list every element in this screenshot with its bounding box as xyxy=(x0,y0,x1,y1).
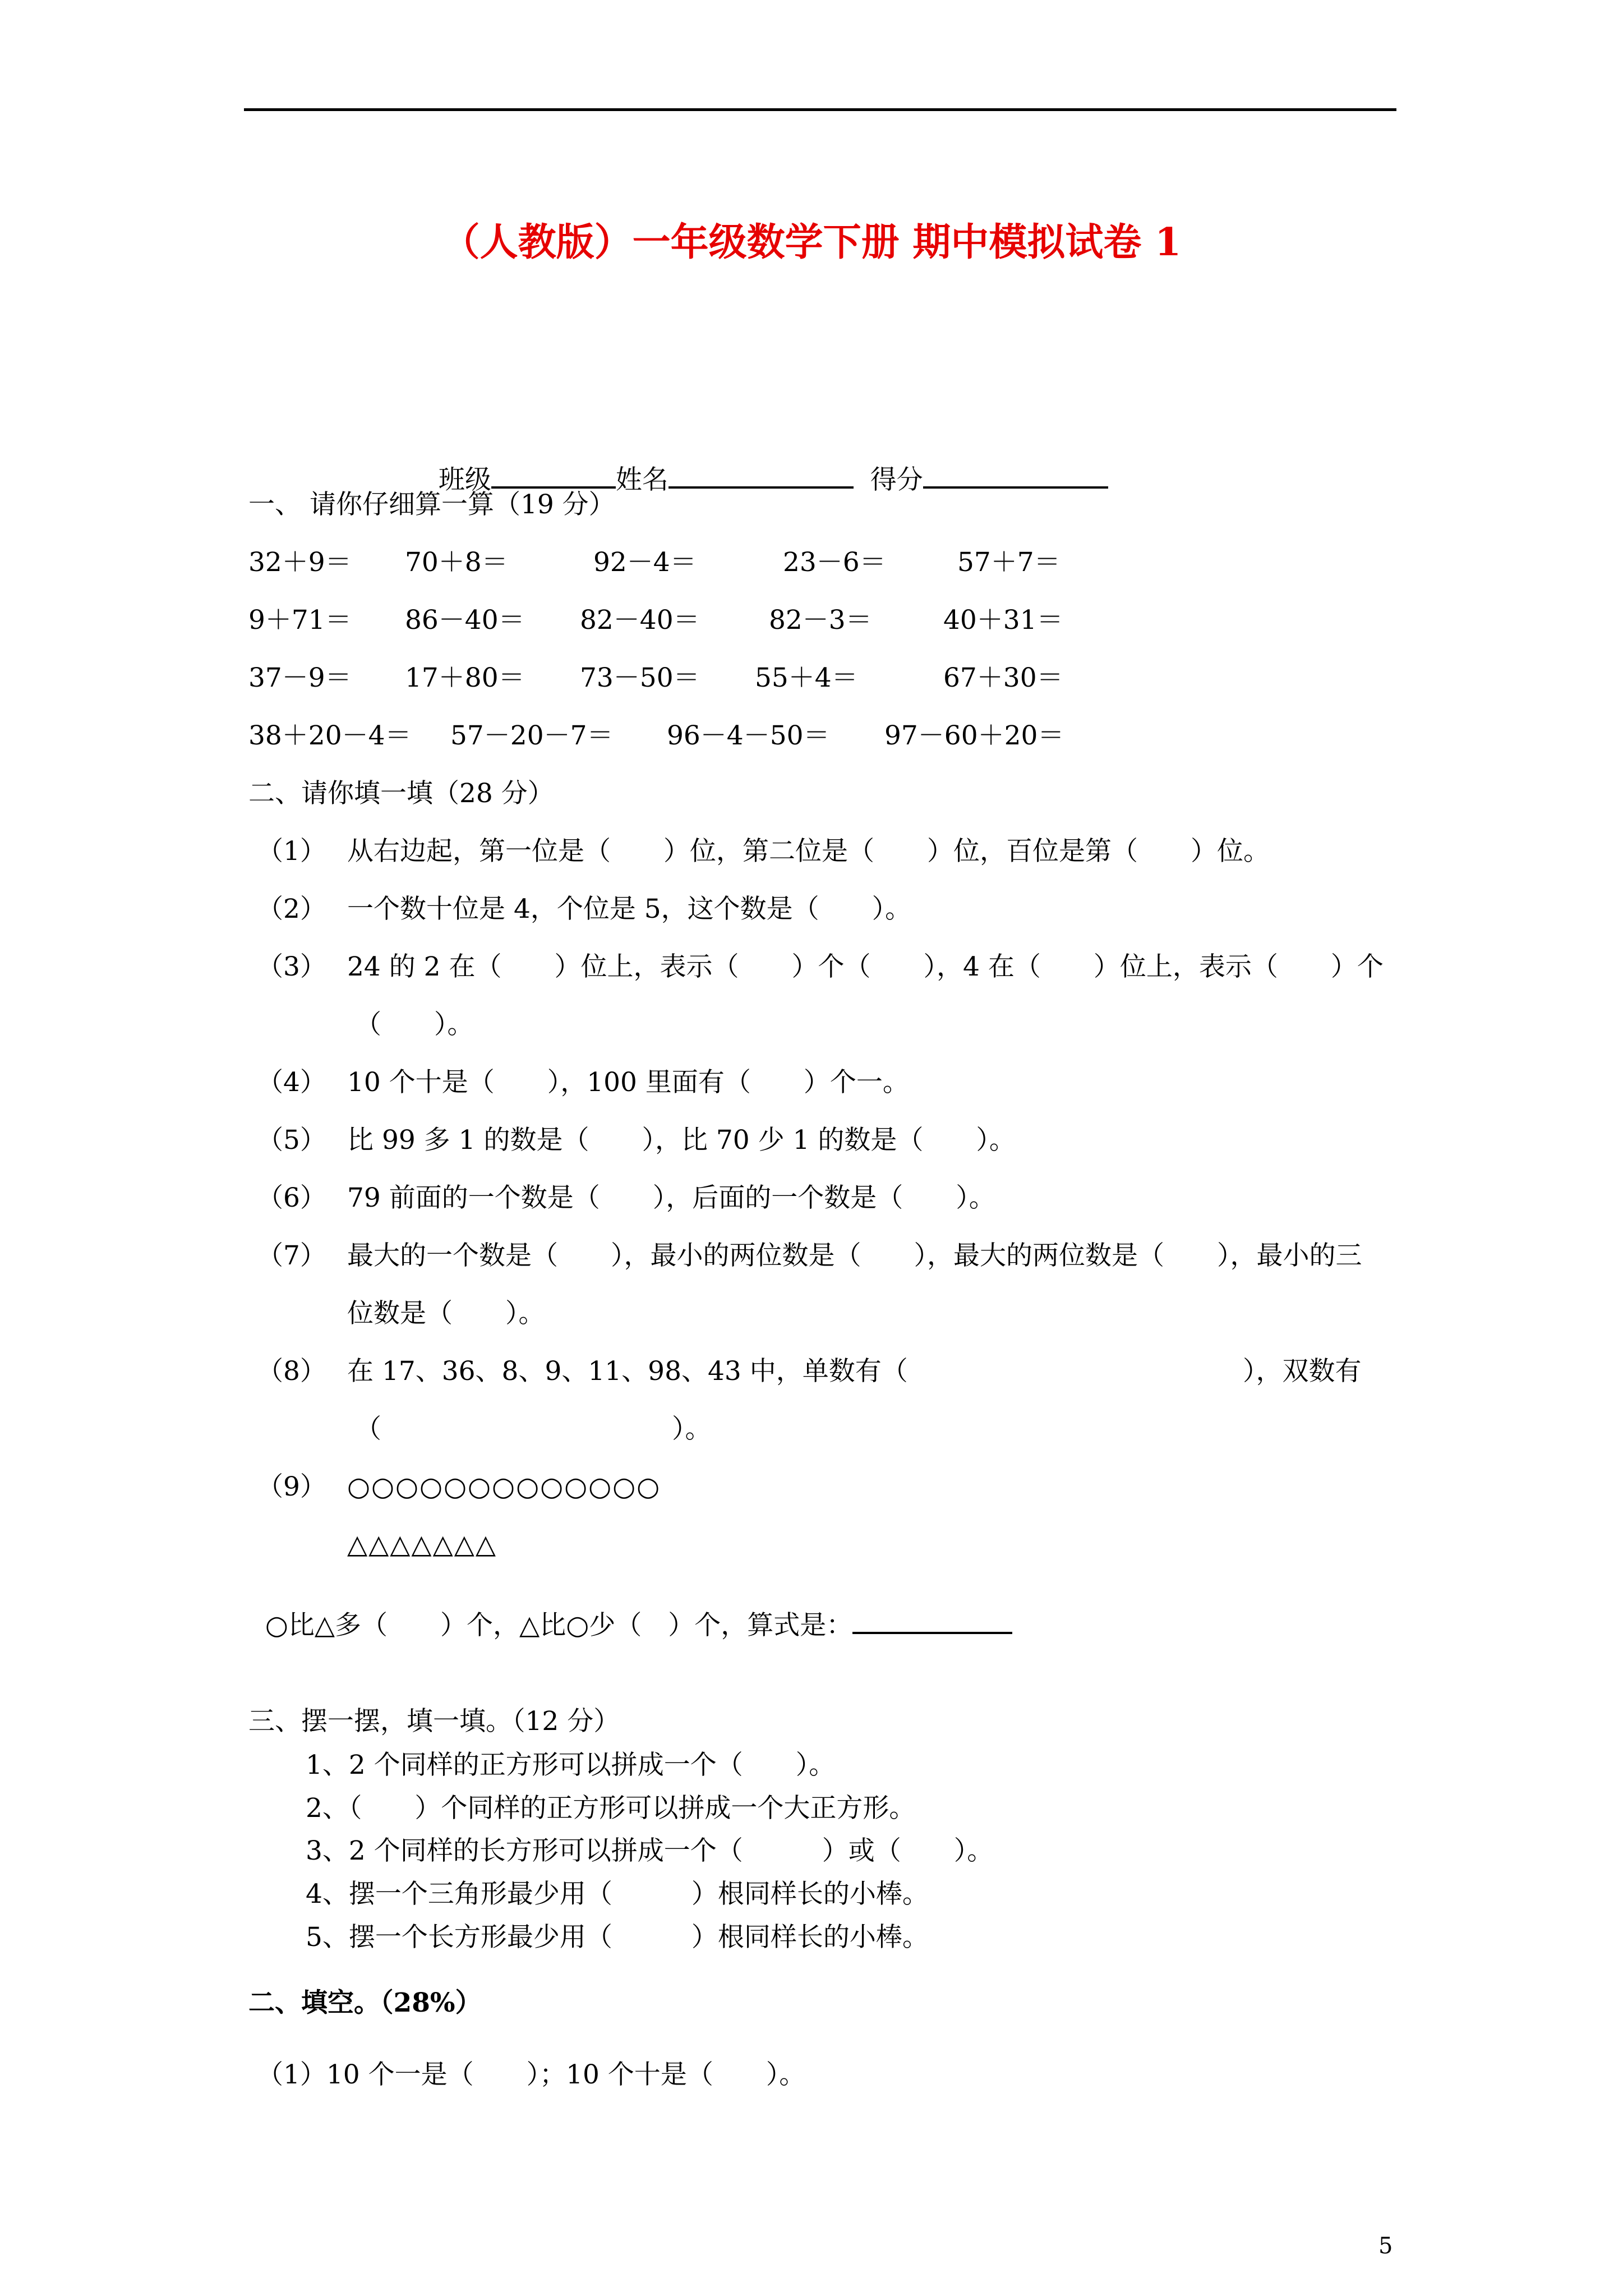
item-number: （7） xyxy=(257,1240,326,1271)
calc-item: 92－4＝ xyxy=(593,547,697,578)
calc-item: 17＋80＝ xyxy=(405,662,525,693)
class-label: 班级 xyxy=(438,464,491,495)
item-number: （6） xyxy=(257,1182,326,1213)
compare-text: ○比△多（ ）个，△比○少（ ）个，算式是： xyxy=(265,1610,853,1641)
calc-item: 55＋4＝ xyxy=(755,662,858,693)
item-number: （4） xyxy=(257,1067,326,1098)
item-number: （9） xyxy=(257,1471,326,1502)
calc-item: 23－6＝ xyxy=(783,547,886,578)
calc-item: 82－40＝ xyxy=(580,605,700,636)
calc-item: 73－50＝ xyxy=(580,662,700,693)
item-number: （3） xyxy=(257,951,326,982)
fill-question: 一个数十位是 4，个位是 5，这个数是（ ）。 xyxy=(347,894,912,924)
arrange-item: 3、2 个同样的长方形可以拼成一个（ ）或（ ）。 xyxy=(306,1835,994,1866)
circles-row: ○○○○○○○○○○○○○ xyxy=(347,1471,661,1502)
score-blank[interactable] xyxy=(923,461,1108,489)
section1-heading: 一、 请你仔细算一算（19 分） xyxy=(248,489,615,520)
calc-item: 57＋7＝ xyxy=(957,547,1061,578)
name-blank[interactable] xyxy=(668,461,854,489)
item-number: （8） xyxy=(257,1356,326,1387)
triangles-row: △△△△△△△ xyxy=(347,1529,497,1560)
section2-heading: 二、请你填一填（28 分） xyxy=(248,778,554,809)
arrange-item: 2、（ ）个同样的正方形可以拼成一个大正方形。 xyxy=(306,1793,916,1824)
item-number: （2） xyxy=(257,894,326,924)
name-label: 姓名 xyxy=(615,464,668,495)
calc-item: 70＋8＝ xyxy=(405,547,508,578)
page-number: 5 xyxy=(1378,2233,1393,2259)
fill-question: 24 的 2 在（ ）位上，表示（ ）个（ ），4 在（ ）位上，表示（ ）个 xyxy=(347,951,1384,982)
top-rule xyxy=(244,108,1396,111)
item-number: （5） xyxy=(257,1125,326,1156)
calc-item: 67＋30＝ xyxy=(943,662,1063,693)
fill-question: 最大的一个数是（ ），最小的两位数是（ ），最大的两位数是（ ），最小的三 xyxy=(347,1240,1362,1271)
page-title: （人教版）一年级数学下册 期中模拟试卷 1 xyxy=(441,220,1182,265)
fill-question: 10 个十是（ ），100 里面有（ ）个一。 xyxy=(347,1067,909,1098)
calc-item: 9＋71＝ xyxy=(248,605,352,636)
arrange-item: 1、2 个同样的正方形可以拼成一个（ ）。 xyxy=(306,1750,836,1780)
compare-line xyxy=(248,1580,1012,1639)
fill-question: 从右边起，第一位是（ ）位，第二位是（ ）位，百位是第（ ）位。 xyxy=(347,836,1270,867)
score-label: 得分 xyxy=(870,464,923,495)
calc-item: 40＋31＝ xyxy=(943,605,1063,636)
fill-question-cont-end: ）。 xyxy=(672,1414,712,1444)
fill-question-cont: （ xyxy=(355,1414,381,1444)
arrange-item: 5、摆一个长方形最少用（ ）根同样长的小棒。 xyxy=(306,1922,929,1953)
section4-heading: 二、填空。（28%） xyxy=(248,1987,482,2018)
fill-question-end: ），双数有 xyxy=(1243,1356,1362,1387)
student-info xyxy=(422,434,1108,493)
calc-item: 86－40＝ xyxy=(405,605,525,636)
formula-blank[interactable] xyxy=(852,1606,1012,1634)
calc-item: 96－4－50＝ xyxy=(667,720,830,751)
item-number: （1） xyxy=(257,836,326,867)
calc-item: 97－60＋20＝ xyxy=(884,720,1064,751)
section3-heading: 三、摆一摆，填一填。（12 分） xyxy=(248,1706,620,1737)
arrange-item: 4、摆一个三角形最少用（ ）根同样长的小棒。 xyxy=(306,1879,929,1910)
calc-item: 82－3＝ xyxy=(769,605,872,636)
calc-item: 32＋9＝ xyxy=(248,547,352,578)
calc-item: 37－9＝ xyxy=(248,662,352,693)
fill-question: 比 99 多 1 的数是（ ），比 70 少 1 的数是（ ）。 xyxy=(347,1125,1016,1156)
fill-question: 在 17、36、8、9、11、98、43 中，单数有（ xyxy=(347,1356,908,1387)
class-blank[interactable] xyxy=(491,461,616,489)
fill-question-cont: （ ）。 xyxy=(355,1009,474,1040)
fill-question: 79 前面的一个数是（ ），后面的一个数是（ ）。 xyxy=(347,1182,995,1213)
fill-question: （1）10 个一是（ ）；10 个十是（ ）。 xyxy=(257,2059,806,2090)
calc-item: 57－20－7＝ xyxy=(450,720,614,751)
calc-item: 38＋20－4＝ xyxy=(248,720,412,751)
fill-question-cont: 位数是（ ）。 xyxy=(347,1298,545,1329)
